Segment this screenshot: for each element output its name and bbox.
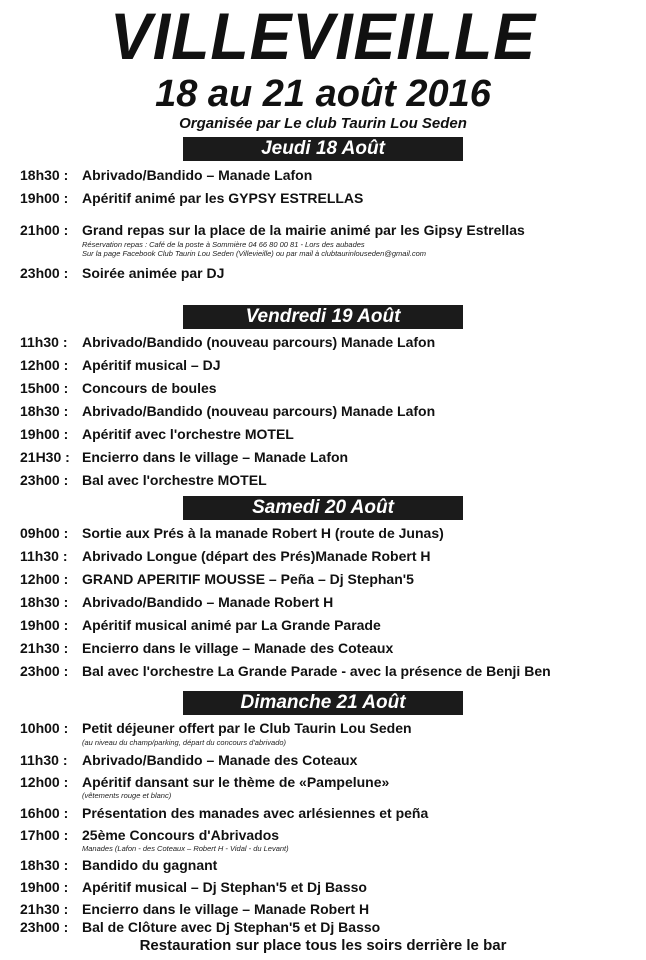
organizer-line: Organisée par Le club Taurin Lou Seden — [179, 115, 467, 132]
schedule-item: 10h00 : Petit déjeuner offert par le Club Taurin Lou Seden — [20, 720, 412, 736]
schedule-item: 23h00 : Bal de Clôture avec Dj Stephan'5 et Dj Basso — [20, 919, 381, 935]
schedule-item: 12h00 : GRAND APERITIF MOUSSE – Peña – Dj Stephan'5 — [20, 571, 414, 587]
event-note: Manades (Lafon - des Coteaux – Robert H - Vidal - du Levant) — [82, 844, 289, 853]
poster-title: VILLEVIEILLE — [110, 0, 536, 73]
schedule-item: 21h00 : Grand repas sur la place de la mairie animé par les Gipsy Estrellas — [20, 222, 525, 238]
event-note: (au niveau du champ/parking, départ du concours d'abrivado) — [82, 738, 287, 747]
schedule-item: 21H30 : Encierro dans le village – Manade Lafon — [20, 449, 349, 465]
event-note: (vêtements rouge et blanc) — [82, 791, 172, 800]
schedule-item: 19h00 : Apéritif musical – Dj Stephan'5 et Dj Basso — [20, 879, 367, 895]
schedule-item: 18h30 : Bandido du gagnant — [20, 857, 218, 873]
day-header-vendredi: Vendredi 19 Août — [183, 305, 463, 329]
schedule-item: 21h30 : Encierro dans le village – Manade des Coteaux — [20, 640, 394, 656]
schedule-item: 21h30 : Encierro dans le village – Manade Robert H — [20, 901, 370, 917]
day-header-dimanche: Dimanche 21 Août — [183, 691, 463, 715]
schedule-item: 12h00 : Apéritif dansant sur le thème de «Pampelune» — [20, 774, 390, 790]
schedule-item: 11h30 : Abrivado Longue (départ des Prés)Manade Robert H — [20, 548, 431, 564]
schedule-item: 23h00 : Soirée animée par DJ — [20, 265, 225, 281]
schedule-item: 18h30 : Abrivado/Bandido – Manade Robert H — [20, 594, 334, 610]
schedule-item: 23h00 : Bal avec l'orchestre MOTEL — [20, 472, 267, 488]
event-note: Sur la page Facebook Club Taurin Lou Seden (Villevieille) ou par mail à clubtaurinlouseden@gmail.com — [82, 249, 427, 258]
schedule-item: 17h00 : 25ème Concours d'Abrivados — [20, 827, 280, 843]
schedule-item: 15h00 : Concours de boules — [20, 380, 217, 396]
schedule-item: 16h00 : Présentation des manades avec arlésiennes et peña — [20, 805, 429, 821]
schedule-item: 12h00 : Apéritif musical – DJ — [20, 357, 221, 373]
schedule-item: 19h00 : Apéritif musical animé par La Grande Parade — [20, 617, 381, 633]
schedule-item: 18h30 : Abrivado/Bandido – Manade Lafon — [20, 167, 313, 183]
schedule-item: 23h00 : Bal avec l'orchestre La Grande Parade - avec la présence de Benji Ben — [20, 663, 551, 679]
schedule-item: 19h00 : Apéritif avec l'orchestre MOTEL — [20, 426, 294, 442]
event-note: Réservation repas : Café de la poste à Sommière 04 66 80 00 81 - Lors des aubades — [82, 240, 365, 249]
day-header-jeudi: Jeudi 18 Août — [183, 137, 463, 161]
schedule-item: 18h30 : Abrivado/Bandido (nouveau parcours) Manade Lafon — [20, 403, 436, 419]
event-dates: 18 au 21 août 2016 — [155, 73, 491, 115]
schedule-item: 19h00 : Apéritif animé par les GYPSY ESTRELLAS — [20, 190, 364, 206]
schedule-item: 11h30 : Abrivado/Bandido – Manade des Coteaux — [20, 752, 358, 768]
day-header-samedi: Samedi 20 Août — [183, 496, 463, 520]
schedule-item: 11h30 : Abrivado/Bandido (nouveau parcours) Manade Lafon — [20, 334, 436, 350]
footer-note: Restauration sur place tous les soirs derrière le bar — [139, 937, 507, 954]
schedule-item: 09h00 : Sortie aux Prés à la manade Robert H (route de Junas) — [20, 525, 444, 541]
